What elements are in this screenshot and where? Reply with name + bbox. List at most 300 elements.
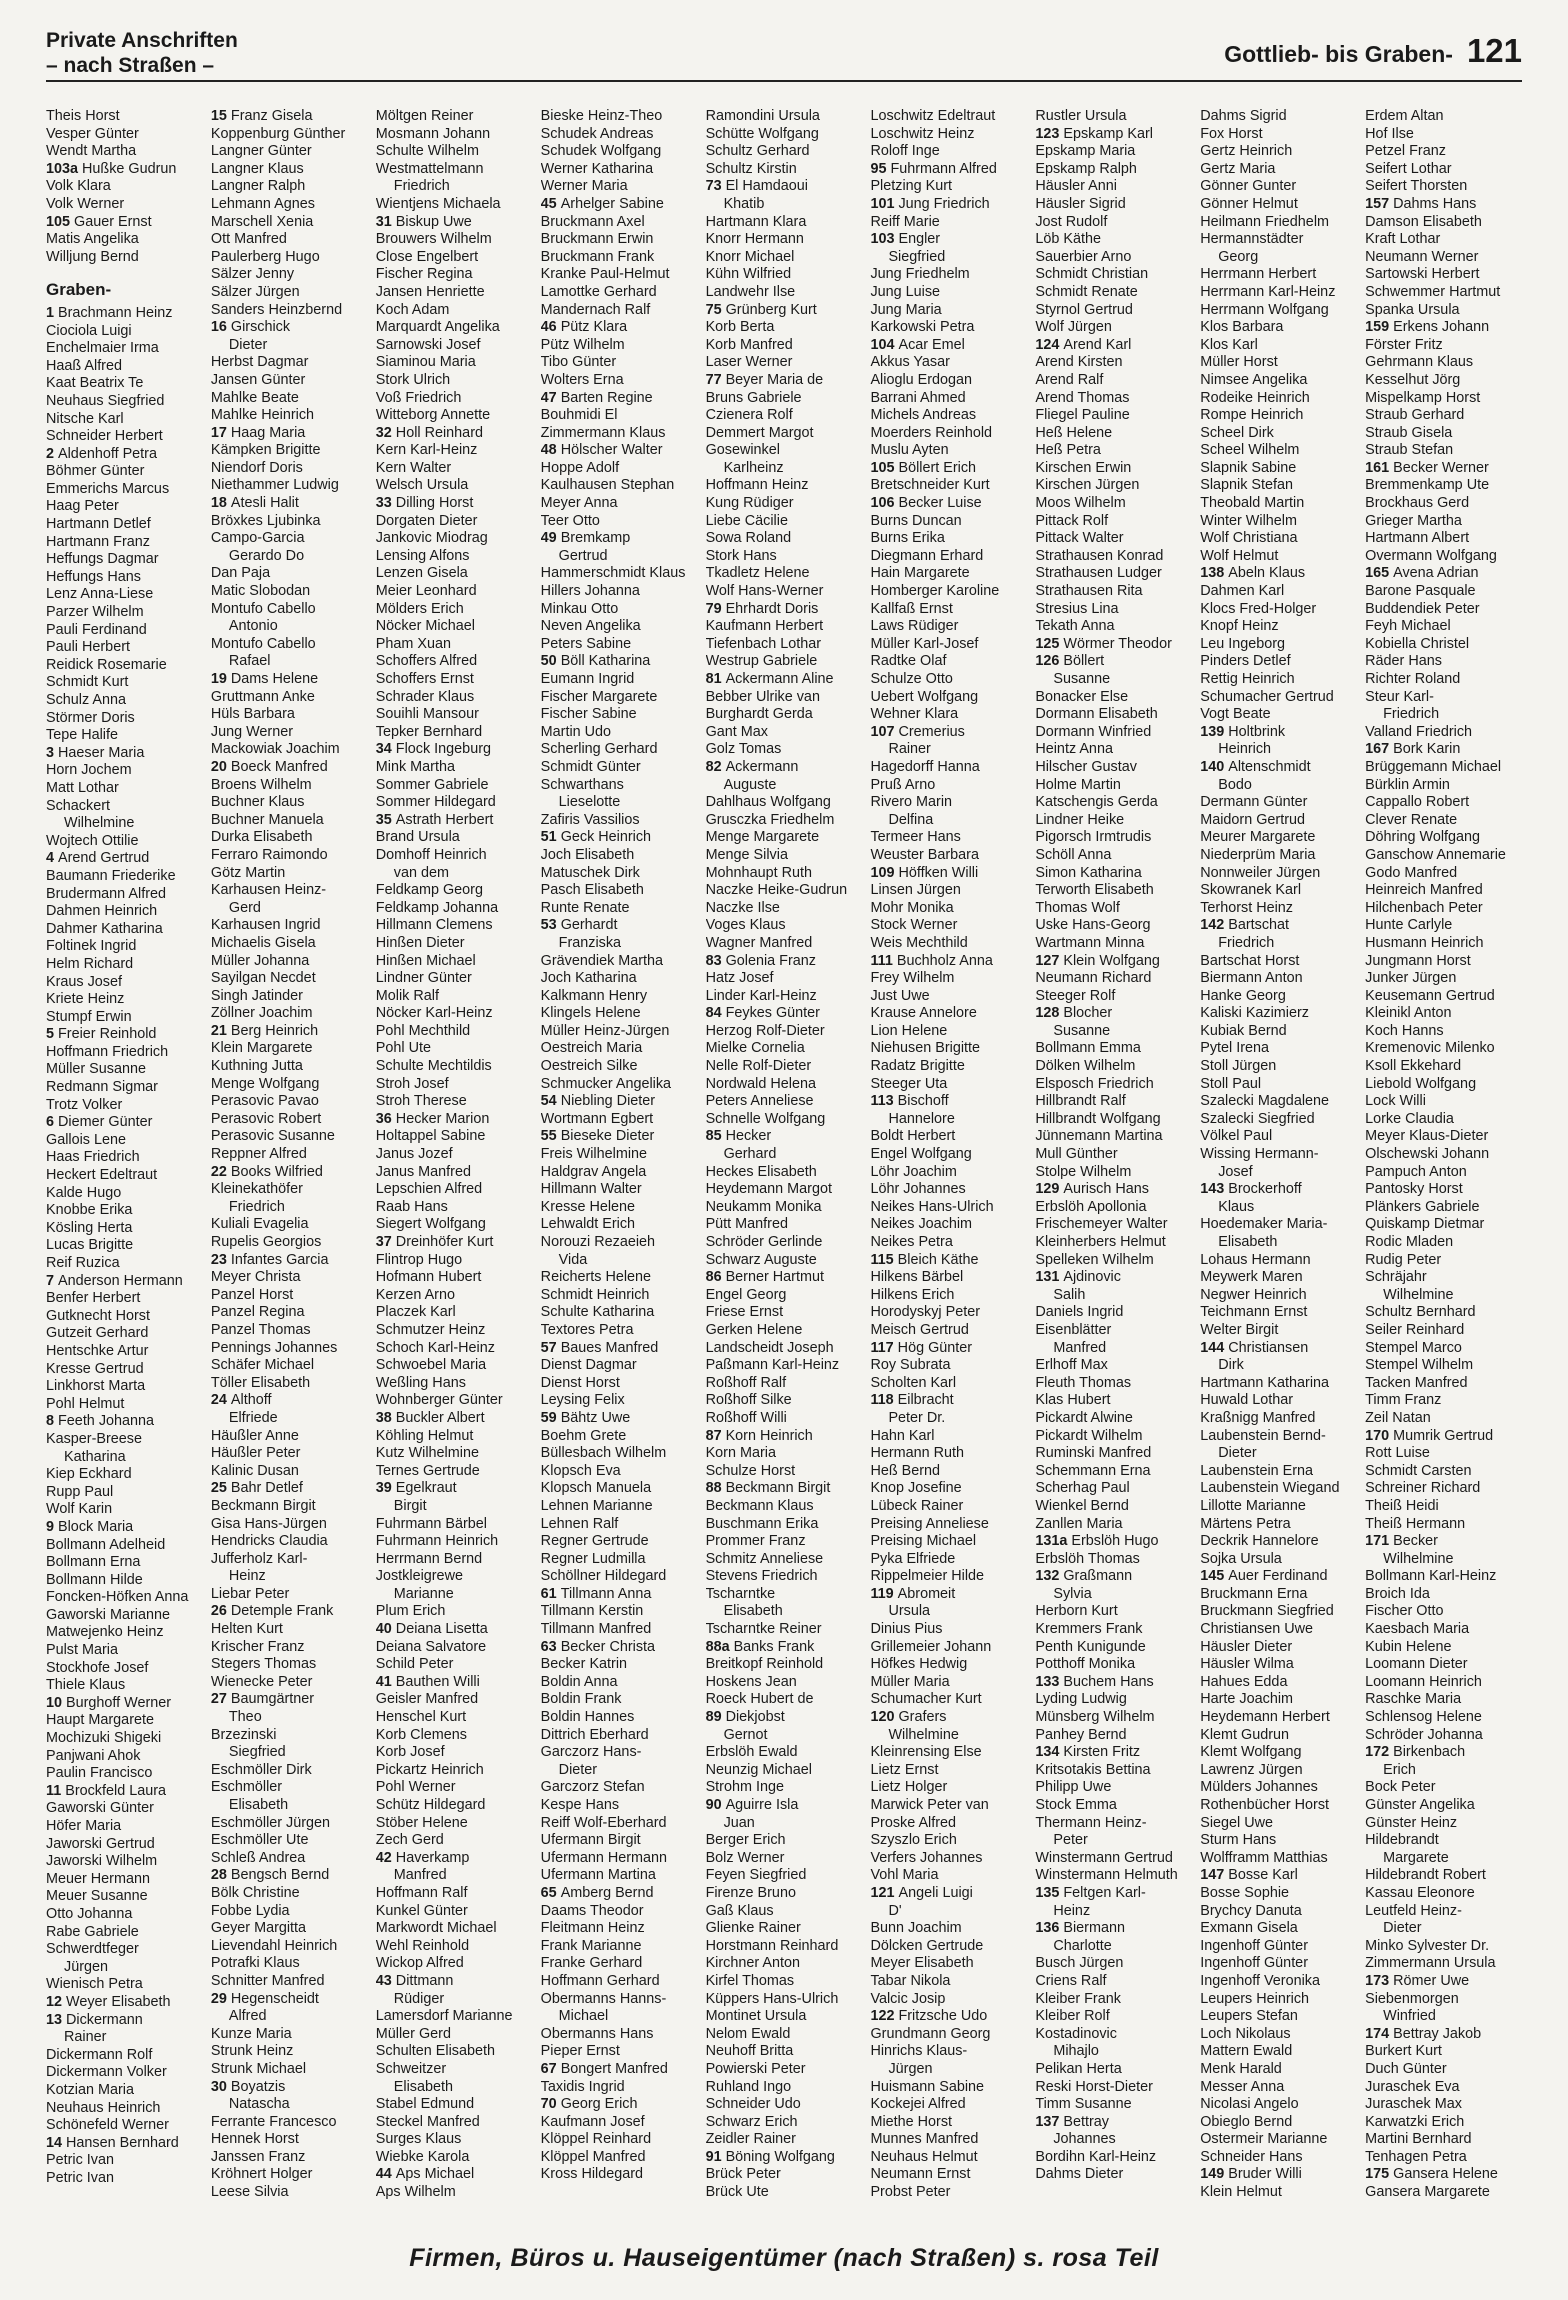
directory-entry [46,1906,203,1924]
resident-name: Eschmöller Jürgen [210,1814,331,1831]
directory-entry [1200,1832,1357,1850]
resident-name: Böhmer Günter [46,463,145,480]
directory-entry [541,1815,698,1833]
directory-entry [46,428,203,446]
directory-entry [211,1621,368,1639]
resident-name: Christiansen [1228,1339,1309,1356]
directory-entry [1200,1093,1357,1111]
resident-name: Duch Günter [1365,2060,1447,2077]
directory-entry [376,1340,533,1358]
directory-entry [1035,249,1192,267]
directory-entry [1200,1322,1357,1340]
directory-entry [706,601,863,619]
resident-name: Dahmer Katharina [46,920,163,937]
directory-entry [1200,1903,1357,1921]
resident-name: Szyszlo Erich [870,1832,957,1849]
entry-continuation [706,460,863,478]
directory-entry [1200,2096,1357,2114]
resident-name: Zafiris Vassilios [540,811,640,828]
directory-entry [1365,284,1522,302]
resident-name: Neukamm Monika [705,1198,822,1215]
entry-continuation [870,1603,1027,1621]
resident-name: Vesper Günter [46,125,139,142]
resident-name: Timm Susanne [1035,2096,1132,2113]
resident-name: Berger Erich [705,1832,786,1849]
directory-entry [211,689,368,707]
resident-name: Pohl Ute [375,1040,431,1057]
directory-entry [1200,372,1357,390]
resident-name: Wolters Erna [540,371,624,388]
directory-entry [870,1199,1027,1217]
directory-entry [870,1058,1027,1076]
directory-entry [870,161,1027,179]
resident-name: Störmer Doris [46,709,135,726]
directory-entry [541,1603,698,1621]
resident-name: Neuhaus Siegfried [46,392,165,409]
house-number: 9 [46,1518,59,1535]
resident-name: Brychcy Danuta [1200,1902,1302,1919]
resident-name: Ostermeir Marianne [1200,2131,1328,2148]
directory-entry [541,249,698,267]
directory-entry [1365,1656,1522,1674]
resident-name: Kleinherbers Helmut [1035,1234,1166,1250]
resident-name: Hecker [725,1128,772,1145]
resident-name: Klemt Gudrun [1200,1726,1290,1743]
resident-name: Bock Peter [1365,1779,1436,1796]
directory-entry [376,882,533,900]
resident-name: Eisenblätter [1035,1321,1112,1338]
resident-name: Köhling Helmut [375,1427,474,1444]
page-number: 121 [1466,32,1522,69]
directory-entry [1365,2149,1522,2167]
entry-continuation [870,2061,1027,2079]
resident-name: Aps Wilhelm [375,2184,456,2201]
directory-entry [541,829,698,847]
resident-name: Epskamp Maria [1035,143,1136,160]
directory-entry [541,1023,698,1041]
resident-name: Klemt Wolfgang [1200,1744,1302,1761]
resident-name: Gerhardt [560,917,618,934]
resident-name: Gansera Margarete [1365,2184,1490,2201]
directory-entry [870,1181,1027,1199]
directory-entry [541,636,698,654]
resident-name: Häusler Dieter [1200,1638,1293,1655]
resident-name: Burns Erika [870,530,945,547]
directory-entry [1365,583,1522,601]
resident-name: Panhey Bernd [1035,1726,1127,1743]
directory-entry [870,126,1027,144]
directory-entry [1035,1392,1192,1410]
resident-name: Lindner Heike [1035,811,1125,828]
resident-name: Manfred [1053,1339,1107,1356]
directory-entry [541,196,698,214]
resident-name: Böllert [1063,653,1105,670]
directory-entry [706,2008,863,2026]
resident-name: Horstmann Reinhard [705,1937,839,1954]
directory-entry [46,340,203,358]
resident-name: Pampuch Anton [1365,1163,1467,1180]
resident-name: Loch Nikolaus [1200,2025,1291,2042]
directory-entry [211,108,368,126]
house-number: 54 [540,1093,561,1110]
resident-name: Montufo Cabello [210,600,316,617]
house-number: 82 [705,758,726,775]
directory-entry [1035,1727,1192,1745]
resident-name: Hildebrandt Robert [1365,1867,1486,1884]
directory-entry [706,1973,863,1991]
resident-name: Jung Friedhelm [870,266,970,283]
resident-name: Hof Ilse [1365,125,1414,142]
directory-entry [870,794,1027,812]
directory-entry [211,1639,368,1657]
directory-entry [870,618,1027,636]
resident-name: Jost Rudolf [1035,213,1108,230]
entry-continuation [1200,1445,1357,1463]
directory-entry [46,143,203,161]
directory-entry [211,1674,368,1692]
directory-entry [211,1691,368,1709]
directory-entry [211,1867,368,1885]
directory-entry [211,178,368,196]
resident-name: Krause Annelore [870,1005,977,1022]
directory-entry [541,284,698,302]
resident-name: Burns Duncan [870,512,962,529]
resident-name: Hölscher Walter [560,442,663,459]
directory-entry [870,143,1027,161]
resident-name: Buschmann Erika [705,1515,819,1532]
directory-entry [46,2170,203,2188]
directory-entry [541,302,698,320]
resident-name: Kuliali Evagelia [210,1216,309,1233]
directory-entry [541,407,698,425]
resident-name: Lehwaldt Erich [540,1216,636,1233]
resident-name: Tekath Anna [1035,618,1115,635]
resident-name: Kern Walter [375,459,452,476]
directory-entry [541,1551,698,1569]
resident-name: Klein Helmut [1200,2184,1282,2201]
directory-entry [1035,2166,1192,2184]
resident-name: Knop Josefine [870,1480,962,1497]
resident-name: Egelkraut [395,1480,457,1497]
directory-entry [376,425,533,443]
resident-name: Bruckmann Erwin [540,231,654,248]
directory-entry [46,1202,203,1220]
resident-name: Boyatzis [230,2078,286,2095]
resident-name: Minkau Otto [540,600,619,617]
directory-entry [376,1375,533,1393]
entry-continuation [211,900,368,918]
directory-entry [1365,618,1522,636]
resident-name: Gertz Heinrich [1200,143,1293,160]
resident-name: Hammerschmidt Klaus [540,565,686,582]
resident-name: Heinz [1053,1902,1091,1919]
resident-name: Siaminou Maria [375,354,476,371]
directory-entry [211,1146,368,1164]
resident-name: Dickermann Rolf [46,2046,153,2063]
directory-entry [541,601,698,619]
directory-entry [376,794,533,812]
resident-name: Böning Wolfgang [725,2148,835,2165]
house-number: 14 [46,2134,67,2151]
resident-name: Engler [898,231,941,248]
directory-entry [1200,1797,1357,1815]
resident-name: Fischer Regina [375,266,473,283]
directory-entry [1200,495,1357,513]
resident-name: Erbslöh Hugo [1071,1533,1159,1550]
directory-entry [211,1533,368,1551]
resident-name: Kaulhausen Stephan [540,477,675,494]
resident-name: Miethe Horst [870,2113,953,2130]
resident-name: Altenschmidt [1228,758,1311,775]
directory-entry [1365,794,1522,812]
resident-name: Rivero Marin [870,794,953,811]
resident-name: Plum Erich [375,1603,446,1620]
resident-name: Weis Mechthild [870,934,968,951]
resident-name: Stockhofe Josef [46,1659,149,1676]
directory-entry [46,622,203,640]
directory-entry [706,1551,863,1569]
resident-name: Welter Birgit [1200,1321,1279,1338]
resident-name: Frischemeyer Walter [1035,1216,1168,1233]
resident-name: Helten Kurt [210,1621,283,1638]
resident-name: Korb Manfred [705,336,793,353]
directory-entry [1365,2026,1522,2044]
resident-name: Witteborg Annette [375,407,491,424]
house-number: 127 [1035,952,1064,969]
entry-continuation [1200,1164,1357,1182]
resident-name: Franziska [558,934,622,951]
directory-entry [1200,724,1357,742]
directory-entry [376,1850,533,1868]
entry-continuation [211,1410,368,1428]
resident-name: Regner Ludmilla [540,1550,646,1567]
resident-name: Dahms Hans [1393,195,1477,212]
resident-name: Hoffmann Ralf [375,1884,468,1901]
directory-entry [376,741,533,759]
resident-name: Pham Xuan [375,635,451,652]
resident-name: Bettray Jakob [1393,2025,1482,2042]
resident-name: Pütt Manfred [705,1216,788,1233]
resident-name: Lietz Holger [870,1779,948,1796]
directory-entry [1365,460,1522,478]
directory-entry [541,1463,698,1481]
resident-name: Martin Udo [540,723,612,740]
resident-name: Bieske Heinz-Theo [540,108,663,124]
resident-name: Schweitzer [375,2060,447,2077]
directory-entry [706,653,863,671]
directory-entry [376,653,533,671]
resident-name: Kunkel Günter [375,1902,468,1919]
house-number: 37 [375,1234,396,1250]
directory-entry [1200,161,1357,179]
directory-entry [870,1093,1027,1111]
resident-name: Jaworski Wilhelm [46,1853,158,1870]
directory-entry [1365,1093,1522,1111]
directory-entry [46,1466,203,1484]
resident-name: Philipp Uwe [1035,1779,1112,1796]
directory-entry [1200,1991,1357,2009]
directory-entry [1365,442,1522,460]
resident-name: Kerzen Arno [375,1286,455,1303]
resident-name: Radtke Olaf [870,653,947,670]
resident-name: Lyding Ludwig [1035,1691,1127,1708]
resident-name: Feykes Günter [725,1005,820,1022]
directory-entry [46,1888,203,1906]
resident-name: Khatib [723,195,765,212]
directory-entry [46,1924,203,1942]
directory-entry [46,1677,203,1695]
directory-entry [46,886,203,904]
resident-name: Potthoff Monika [1035,1656,1136,1673]
resident-name: Werner Maria [540,178,628,195]
resident-name: Hatz Josef [705,970,774,987]
resident-name: Feldkamp Georg [375,882,483,899]
resident-name: Infantes Garcia [230,1251,329,1268]
resident-name: Leu Ingeborg [1200,635,1286,652]
resident-name: Beckmann Klaus [705,1497,814,1514]
resident-name: Gönner Helmut [1200,195,1298,212]
directory-entry [870,372,1027,390]
resident-name: Schmidt Heinrich [540,1286,650,1303]
directory-entry [706,548,863,566]
resident-name: Busch Jürgen [1035,1955,1124,1972]
house-number: 31 [375,213,396,230]
directory-entry [376,1287,533,1305]
directory-entry [1200,2149,1357,2167]
resident-name: Küppers Hans-Ulrich [705,1990,839,2007]
directory-entry [541,741,698,759]
directory-entry [376,1973,533,1991]
directory-entry [376,970,533,988]
resident-name: Bengsch Bernd [230,1867,330,1884]
directory-entry [1200,1252,1357,1270]
resident-name: Schmidt Kurt [46,674,129,691]
resident-name: Rettig Heinrich [1200,671,1295,687]
resident-name: Lillotte Marianne [1200,1497,1306,1514]
resident-name: Loschwitz Heinz [870,125,975,142]
resident-name: Panjwani Ahok [46,1747,141,1764]
directory-entry [46,1624,203,1642]
directory-entry [1365,812,1522,830]
resident-name: Boeck Manfred [230,758,328,775]
directory-entry [211,1234,368,1252]
resident-name: Leysing Felix [540,1392,625,1409]
resident-name: Reiff Wolf-Eberhard [540,1814,667,1831]
resident-name: Pauli Herbert [46,639,130,656]
resident-name: Volk Werner [46,195,125,212]
directory-entry [870,1480,1027,1498]
directory-entry [46,1695,203,1713]
resident-name: Matis Angelika [46,231,139,248]
directory-entry [870,882,1027,900]
directory-entry [870,442,1027,460]
directory-entry [706,2166,863,2184]
directory-entry [1035,1128,1192,1146]
directory-column [211,108,368,2230]
directory-entry [211,2114,368,2132]
resident-name: Heinrich [1218,741,1272,758]
resident-name: Meywerk Maren [1200,1269,1303,1286]
resident-name: Knorr Hermann [705,231,804,248]
directory-entry [46,1325,203,1343]
house-number: 21 [210,1022,231,1039]
house-number: 27 [210,1691,231,1708]
directory-entry [1365,1128,1522,1146]
resident-name: Wohnberger Günter [375,1392,503,1409]
house-number: 103 [870,231,899,248]
resident-name: Wehner Klara [870,706,959,723]
resident-name: Dienst Horst [540,1374,620,1391]
resident-name: Ursula [888,1603,931,1620]
directory-entry [1365,319,1522,337]
resident-name: Bollmann Adelheid [46,1536,166,1553]
directory-entry [706,1480,863,1498]
directory-entry [706,1357,863,1375]
directory-entry [541,1991,698,2009]
resident-name: Bouhmidi El [540,407,618,424]
entry-continuation [46,2029,203,2047]
resident-name: Bruckmann Siegfried [1200,1603,1334,1620]
directory-entry [706,126,863,144]
resident-name: Müller Karl-Josef [870,635,979,652]
directory-entry [1035,161,1192,179]
directory-entry [376,689,533,707]
directory-entry [1035,2061,1192,2079]
directory-entry [541,865,698,883]
directory-entry [706,337,863,355]
directory-entry [211,1498,368,1516]
resident-name: Linkhorst Marta [46,1378,146,1395]
directory-entry [46,358,203,376]
house-number: 12 [46,1993,67,2010]
resident-name: Heinreich Manfred [1365,882,1483,899]
resident-name: Katschengis Gerda [1035,794,1158,811]
resident-name: Hartmann Katharina [1200,1374,1330,1391]
resident-name: Karkowski Petra [870,319,975,336]
directory-entry [870,1991,1027,2009]
directory-entry [211,495,368,513]
directory-entry [46,231,203,249]
directory-entry [211,1815,368,1833]
resident-name: Panzel Regina [210,1304,305,1321]
resident-name: Winter Wilhelm [1200,512,1297,529]
house-number: 63 [540,1638,561,1655]
directory-entry [870,1674,1027,1692]
resident-name: Strathausen Konrad [1035,547,1164,564]
resident-name: Reidick Rosemarie [46,656,167,673]
resident-name: Georg Erich [560,2096,638,2113]
house-number: 157 [1365,195,1394,212]
directory-entry [706,1304,863,1322]
resident-name: Stoll Paul [1200,1075,1262,1092]
resident-name: Höfkes Hedwig [870,1656,968,1673]
resident-name: Herzog Rolf-Dieter [705,1022,825,1039]
resident-name: Books Wilfried [230,1163,323,1180]
directory-entry [706,935,863,953]
resident-name: Reif Ruzica [46,1255,120,1271]
directory-entry [1200,2079,1357,2097]
resident-name: Kleinikl Anton [1365,1005,1452,1022]
directory-entry [870,1762,1027,1780]
directory-entry [1365,354,1522,372]
directory-entry [1200,214,1357,232]
directory-entry [1035,2114,1192,2132]
resident-name: Freier Reinhold [58,1026,157,1043]
resident-name: Janus Jozef [375,1146,453,1163]
footer-note: Firmen, Büros u. Hauseigentümer (nach Straßen) s. rosa Teil [409,2244,1159,2272]
resident-name: Styrnol Gertrud [1035,301,1133,318]
directory-entry [376,108,533,126]
